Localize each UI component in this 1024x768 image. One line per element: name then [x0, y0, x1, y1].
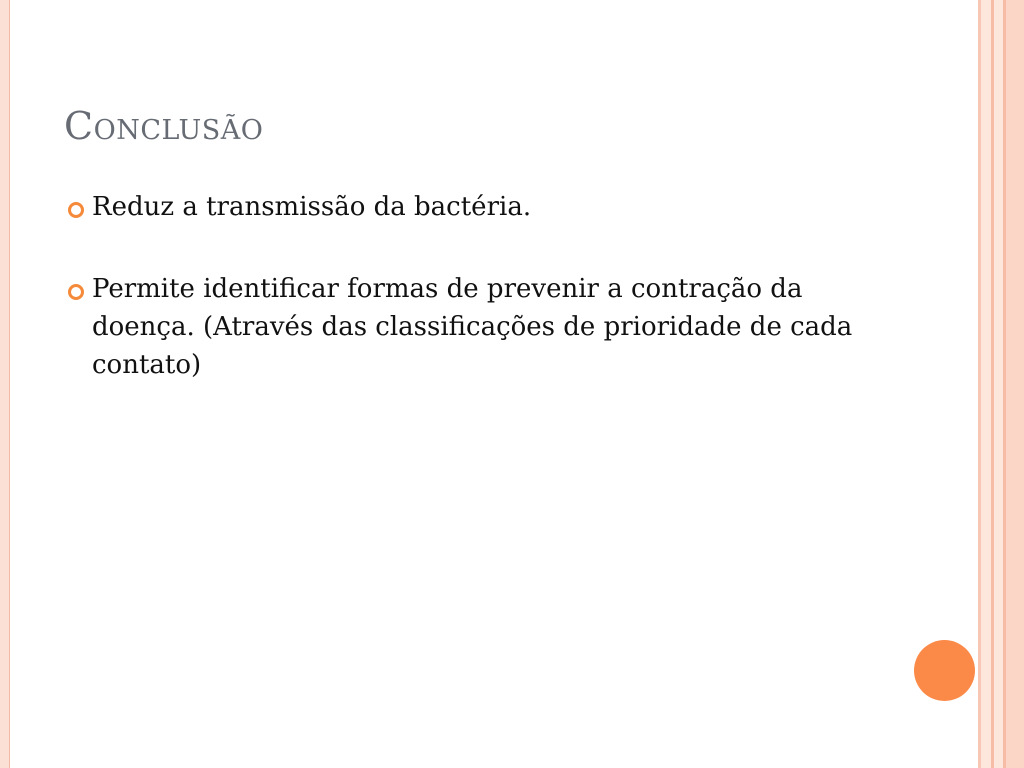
- bullet-item: [64, 270, 864, 384]
- circle-bullet-icon: [68, 284, 84, 300]
- stripe: [1006, 0, 1024, 768]
- slide-title: Conclusão: [64, 104, 264, 148]
- bullet-text: Permite identificar formas de prevenir a contração da doença. (Através das classificações de prioridade de cada contato): [92, 274, 853, 380]
- stripe: [981, 0, 991, 768]
- bullet-item: [64, 188, 864, 226]
- bullet-text: Reduz a transmissão da bactéria.: [92, 192, 532, 222]
- bullet-list: [64, 188, 864, 428]
- right-stripes-decoration: [978, 0, 1024, 768]
- orange-circle-decoration: [914, 640, 975, 701]
- circle-bullet-icon: [68, 202, 84, 218]
- left-border-decoration: [0, 0, 10, 768]
- stripe: [994, 0, 1003, 768]
